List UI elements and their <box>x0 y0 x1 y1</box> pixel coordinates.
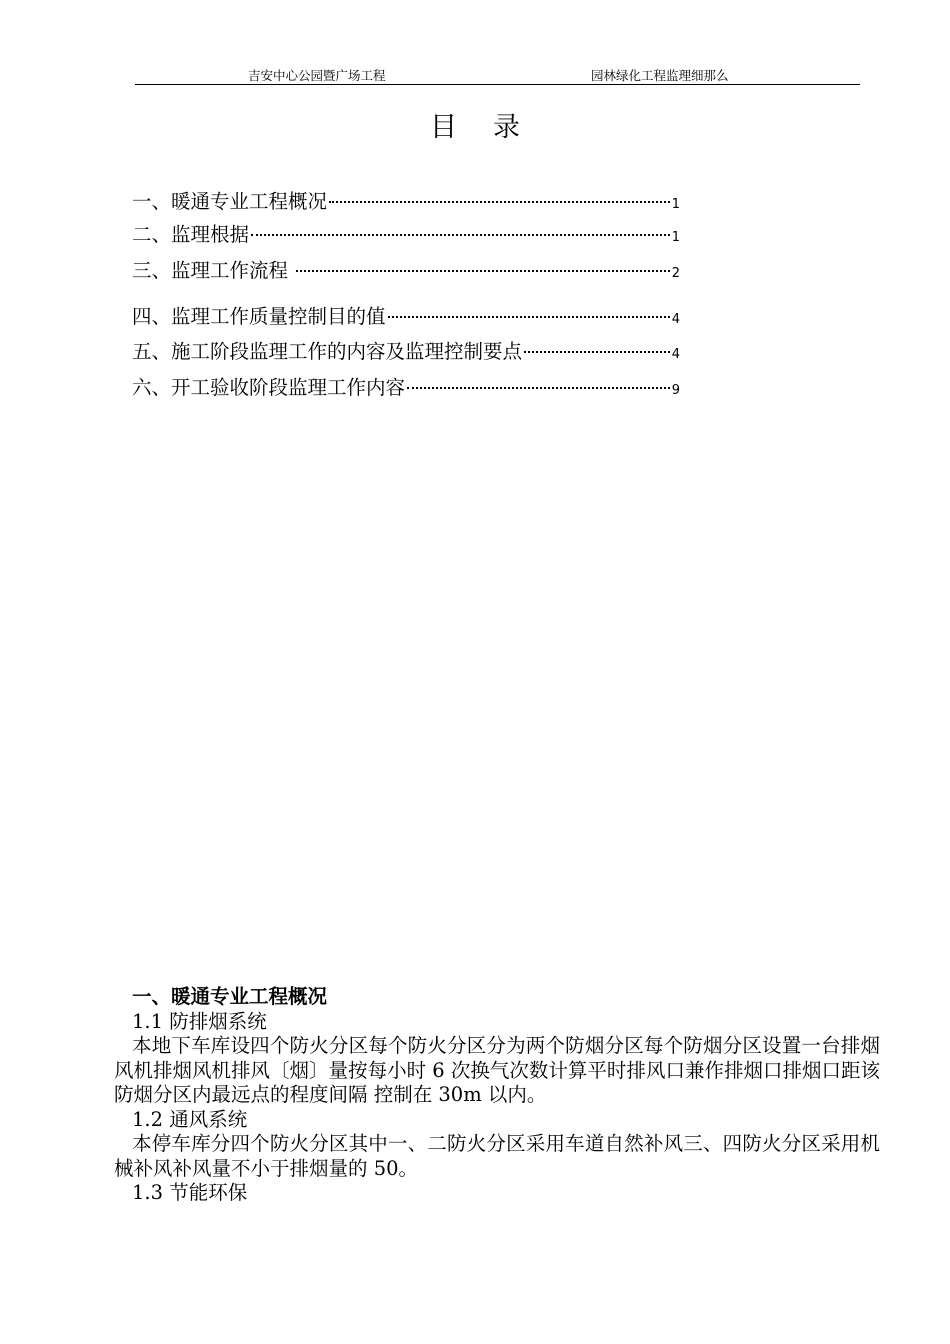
toc-title: 目录 <box>430 112 556 143</box>
toc-item-page: 4 <box>671 347 680 362</box>
toc-item-page: 9 <box>671 383 680 398</box>
toc-leader-dots <box>251 234 670 236</box>
toc-leader-dots <box>407 387 670 389</box>
header-project-name: 吉安中心公园暨广场工程 <box>248 68 386 83</box>
subheading-energy-saving: 1.3 节能环保 <box>132 1181 248 1204</box>
toc-item-label: 六、开工验收阶段监理工作内容 <box>132 376 406 399</box>
paragraph-ventilation: 本停车库分四个防火分区其中一、二防火分区采用车道自然补风三、四防火分区采用机械补风补风量不小于排烟量的 50。 <box>114 1132 880 1180</box>
paragraph-smoke-control: 本地下车库设四个防火分区每个防火分区分为两个防烟分区每个防烟分区设置一台排烟风机排烟风机排风〔烟〕量按每小时 6 次换气次数计算平时排风口兼作排烟口排烟口距该防烟分区内最远点的程度间隔 控制在 30m 以内。 <box>114 1034 880 1106</box>
toc-item-label: 四、监理工作质量控制目的值 <box>132 305 386 328</box>
toc-item-page: 2 <box>671 266 680 281</box>
toc-item-label: 三、监理工作流程 <box>132 259 295 282</box>
toc-leader-dots <box>388 316 670 318</box>
section-hvac-overview <box>114 985 880 1206</box>
toc-item[interactable] <box>132 372 680 398</box>
toc-item-label: 一、暖通专业工程概况 <box>132 190 328 213</box>
toc-item[interactable] <box>132 301 680 327</box>
toc-item[interactable] <box>132 336 680 362</box>
toc-leader-dots <box>329 201 670 203</box>
toc-item-page: 1 <box>671 230 680 245</box>
header-document-name: 园林绿化工程监理细那么 <box>591 68 729 83</box>
toc-item-label: 五、施工阶段监理工作的内容及监理控制要点 <box>132 340 523 363</box>
subheading-smoke-control: 1.1 防排烟系统 <box>132 1009 267 1033</box>
subheading-ventilation: 1.2 通风系统 <box>132 1107 248 1131</box>
section-heading: 一、暖通专业工程概况 <box>132 985 328 1008</box>
toc-item-page: 4 <box>671 312 680 327</box>
toc-item[interactable] <box>132 255 680 281</box>
toc-item-page: 1 <box>671 197 680 212</box>
toc-leader-dots <box>296 270 670 272</box>
toc-leader-dots <box>524 351 670 353</box>
toc-item[interactable] <box>132 186 680 212</box>
toc-item[interactable] <box>132 219 680 245</box>
toc-item-label: 二、监理根据 <box>132 223 250 246</box>
page-header <box>135 66 860 85</box>
